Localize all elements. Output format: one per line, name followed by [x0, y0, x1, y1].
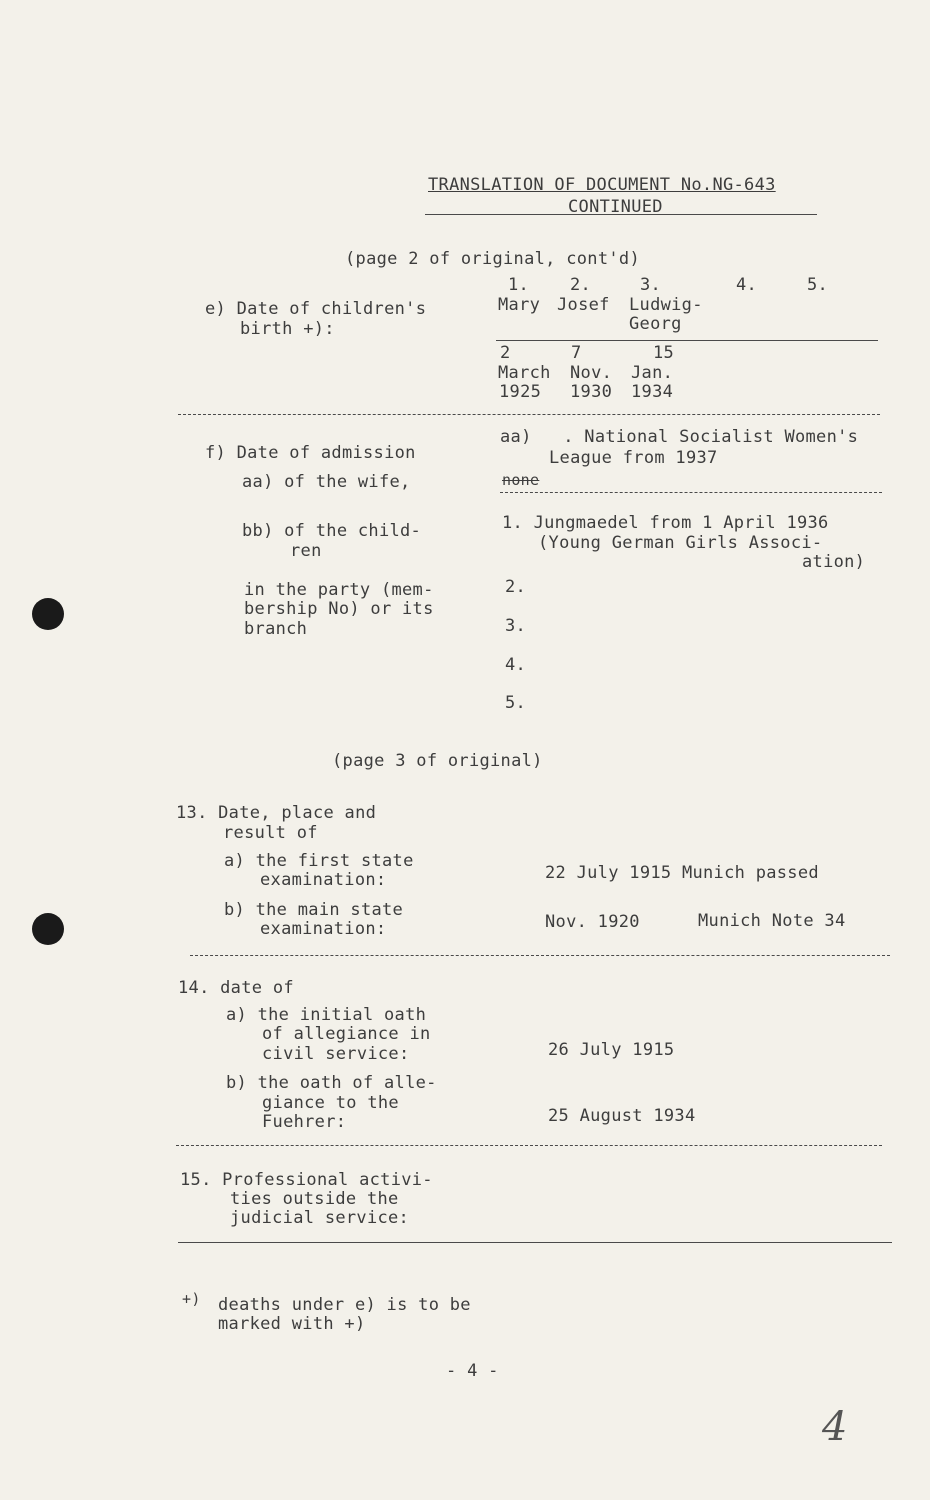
divider-3 [176, 1145, 882, 1146]
professional-label-2: ties outside the [230, 1189, 399, 1209]
header-underline [425, 214, 817, 215]
child-name-3: Ludwig- [629, 295, 703, 315]
main-exam-date: Nov. 1920 [545, 912, 640, 932]
child-month-3: Jan. [631, 363, 674, 383]
footnote-mark: +) [182, 1290, 201, 1308]
document-subtitle: CONTINUED [568, 197, 663, 217]
fuehrer-oath-label: b) the oath of alle- [226, 1073, 437, 1093]
child-col-5: 5. [807, 275, 829, 295]
child-name-2: Josef [557, 295, 610, 315]
child-col-4: 4. [736, 275, 758, 295]
page2-note: (page 2 of original, cont'd) [345, 249, 640, 269]
child-number-3: 3. [505, 616, 527, 636]
handwritten-page-number: 4 [822, 1404, 848, 1450]
exams-heading: 13. Date, place and [176, 803, 377, 823]
children-label-2: birth +): [240, 319, 335, 339]
wife-party-value-2: League from 1937 [549, 448, 718, 468]
child-name-1: Mary [498, 295, 541, 315]
child-col-1: 1. [508, 275, 530, 295]
exams-heading-2: result of [223, 823, 318, 843]
child-year-1: 1925 [499, 382, 542, 402]
child-col-3: 3. [640, 275, 662, 295]
footnote-text-2: marked with +) [218, 1314, 366, 1334]
initial-oath-value: 26 July 1915 [548, 1040, 675, 1060]
child-day-1: 2 [500, 343, 511, 363]
initial-oath-label-2: of allegiance in [262, 1024, 431, 1044]
first-exam-label: a) the first state [224, 851, 414, 871]
page-number: - 4 - [446, 1361, 499, 1381]
divider-2 [190, 955, 890, 956]
first-exam-value: 22 July 1915 Munich passed [545, 863, 819, 883]
party-label-2: bership No) or its [244, 599, 434, 619]
party-label-1: in the party (mem- [244, 580, 434, 600]
punch-hole-bottom [32, 913, 64, 945]
oath-heading: 14. date of [178, 978, 294, 998]
child-col-2: 2. [570, 275, 592, 295]
child-1-party-2: (Young German Girls Associ- [538, 533, 823, 553]
child-number-2: 2. [505, 577, 527, 597]
main-exam-label-2: examination: [260, 919, 387, 939]
footnote-text: deaths under e) is to be [218, 1295, 471, 1315]
child-month-1: March [498, 363, 551, 383]
main-exam-label: b) the main state [224, 900, 404, 920]
admission-wife-label: aa) of the wife, [242, 472, 411, 492]
initial-oath-label-3: civil service: [262, 1044, 410, 1064]
party-label-3: branch [244, 619, 308, 639]
divider-4 [178, 1242, 892, 1243]
fuehrer-oath-label-3: Fuehrer: [262, 1112, 347, 1132]
child-1-party: 1. Jungmaedel from 1 April 1936 [502, 513, 829, 533]
professional-label: 15. Professional activi- [180, 1170, 433, 1190]
child-year-3: 1934 [631, 382, 674, 402]
admission-children-label-2: ren [290, 541, 322, 561]
child-name-3b: Georg [629, 314, 682, 334]
names-underline [496, 340, 878, 341]
wife-struck-value: none [502, 471, 540, 489]
professional-label-3: judicial service: [230, 1208, 410, 1228]
child-number-4: 4. [505, 655, 527, 675]
child-1-party-3: ation) [802, 552, 866, 572]
child-year-2: 1930 [570, 382, 613, 402]
children-label: e) Date of children's [205, 299, 427, 319]
admission-label: f) Date of admission [205, 443, 416, 463]
fuehrer-oath-value: 25 August 1934 [548, 1106, 696, 1126]
initial-oath-label: a) the initial oath [226, 1005, 427, 1025]
child-number-5: 5. [505, 693, 527, 713]
admission-children-label: bb) of the child- [242, 521, 422, 541]
first-exam-label-2: examination: [260, 870, 387, 890]
child-day-2: 7 [571, 343, 582, 363]
page3-note: (page 3 of original) [332, 751, 543, 771]
wife-party-value: aa) . National Socialist Women's [500, 427, 859, 447]
wife-underline [500, 492, 882, 493]
divider-1 [178, 414, 880, 415]
fuehrer-oath-label-2: giance to the [262, 1093, 399, 1113]
child-day-3: 15 [653, 343, 675, 363]
punch-hole-top [32, 598, 64, 630]
document-title: TRANSLATION OF DOCUMENT No.NG-643 [428, 175, 776, 195]
child-month-2: Nov. [570, 363, 613, 383]
main-exam-result: Munich Note 34 [698, 911, 846, 931]
